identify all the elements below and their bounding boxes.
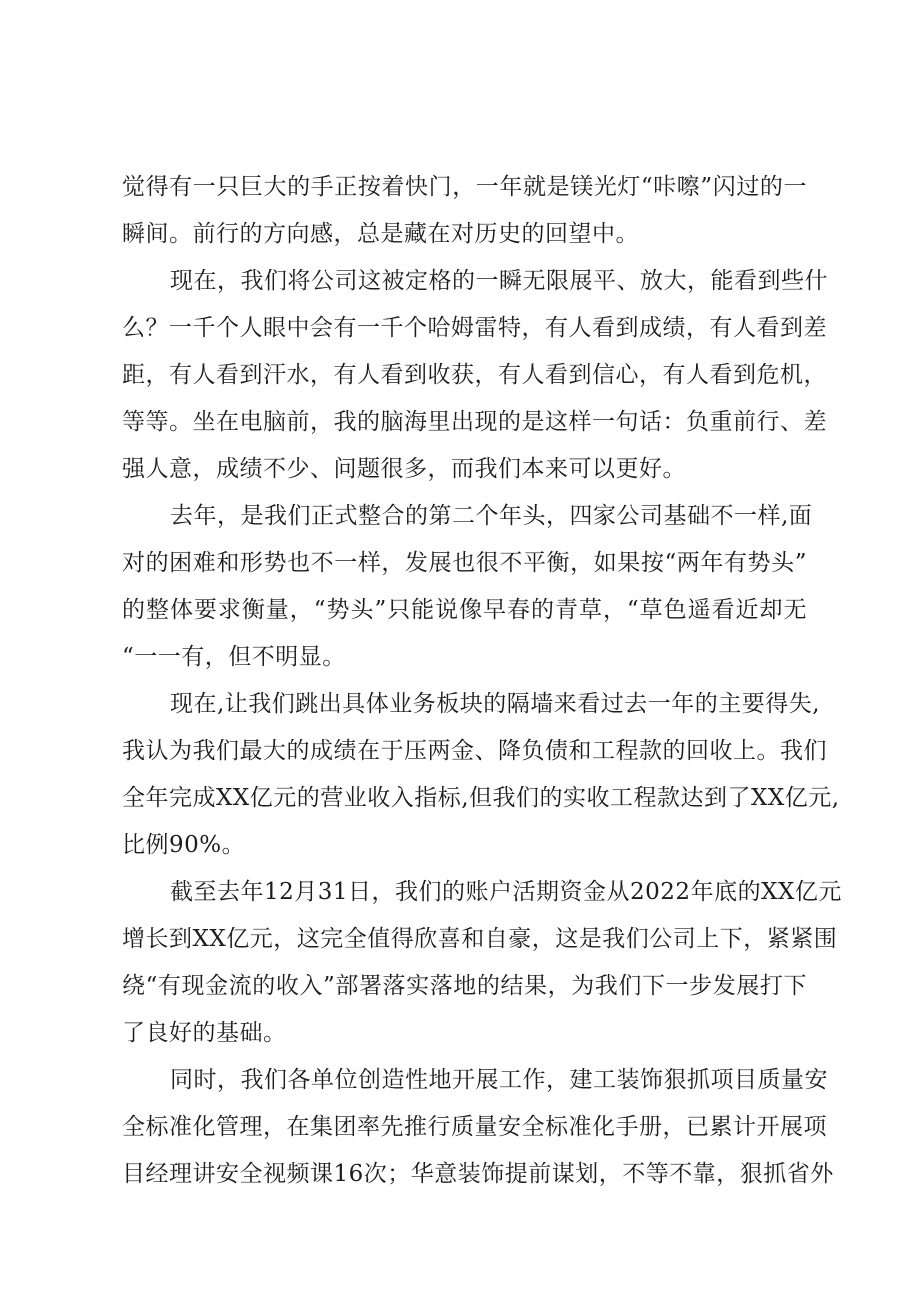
text-line: 全年完成XX亿元的营业收入指标,但我们的实收工程款达到了XX亿元, <box>122 785 840 811</box>
text-line: 目经理讲安全视频课16次；华意装饰提前谋划，不等不靠，狠抓省外 <box>122 1161 834 1187</box>
document-body <box>122 164 842 1198</box>
text-line: 了良好的基础。 <box>122 1020 287 1046</box>
text-line: 同时，我们各单位创造性地开展工作，建工装饰狠抓项目质量安 <box>170 1067 828 1093</box>
text-line: 截至去年12月31日，我们的账户活期资金从2022年底的XX亿元 <box>170 879 842 905</box>
text-line: 现在，我们将公司这被定格的一瞬无限展平、放大，能看到些什 <box>170 268 828 294</box>
text-line: “一一有，但不明显。 <box>122 644 346 670</box>
text-line: 的整体要求衡量，“势头”只能说像早春的青草，“草色遥看近却无 <box>122 597 807 623</box>
text-line: 绕“有现金流的收入”部署落实落地的结果，为我们下一步发展打下 <box>122 973 807 999</box>
text-line: 现在,让我们跳出具体业务板块的隔墙来看过去一年的主要得失, <box>170 691 821 717</box>
text-line: 对的困难和形势也不一样，发展也很不平衡，如果按“两年有势头” <box>122 550 807 576</box>
text-line: 强人意，成绩不少、问题很多，而我们本来可以更好。 <box>122 456 686 482</box>
text-line: 觉得有一只巨大的手正按着快门，一年就是镁光灯“咔嚓”闪过的一 <box>122 174 807 200</box>
text-line: 增长到XX亿元，这完全值得欣喜和自豪，这是我们公司上下，紧紧围 <box>122 926 838 952</box>
text-line: 去年，是我们正式整合的第二个年头，四家公司基础不一样,面 <box>170 503 813 529</box>
text-line: 么？一千个人眼中会有一千个哈姆雷特，有人看到成绩，有人看到差 <box>122 315 827 341</box>
text-line: 等等。坐在电脑前，我的脑海里出现的是这样一句话：负重前行、差 <box>122 409 827 435</box>
text-line: 瞬间。前行的方向感，总是藏在对历史的回望中。 <box>122 221 639 247</box>
text-line: 距，有人看到汗水，有人看到收获，有人看到信心，有人看到危机， <box>122 362 827 388</box>
text-line: 全标准化管理，在集团率先推行质量安全标准化手册，已累计开展项 <box>122 1114 827 1140</box>
text-line: 我认为我们最大的成绩在于压两金、降负债和工程款的回收上。我们 <box>122 738 827 764</box>
text-line: 比例90%。 <box>122 832 246 858</box>
